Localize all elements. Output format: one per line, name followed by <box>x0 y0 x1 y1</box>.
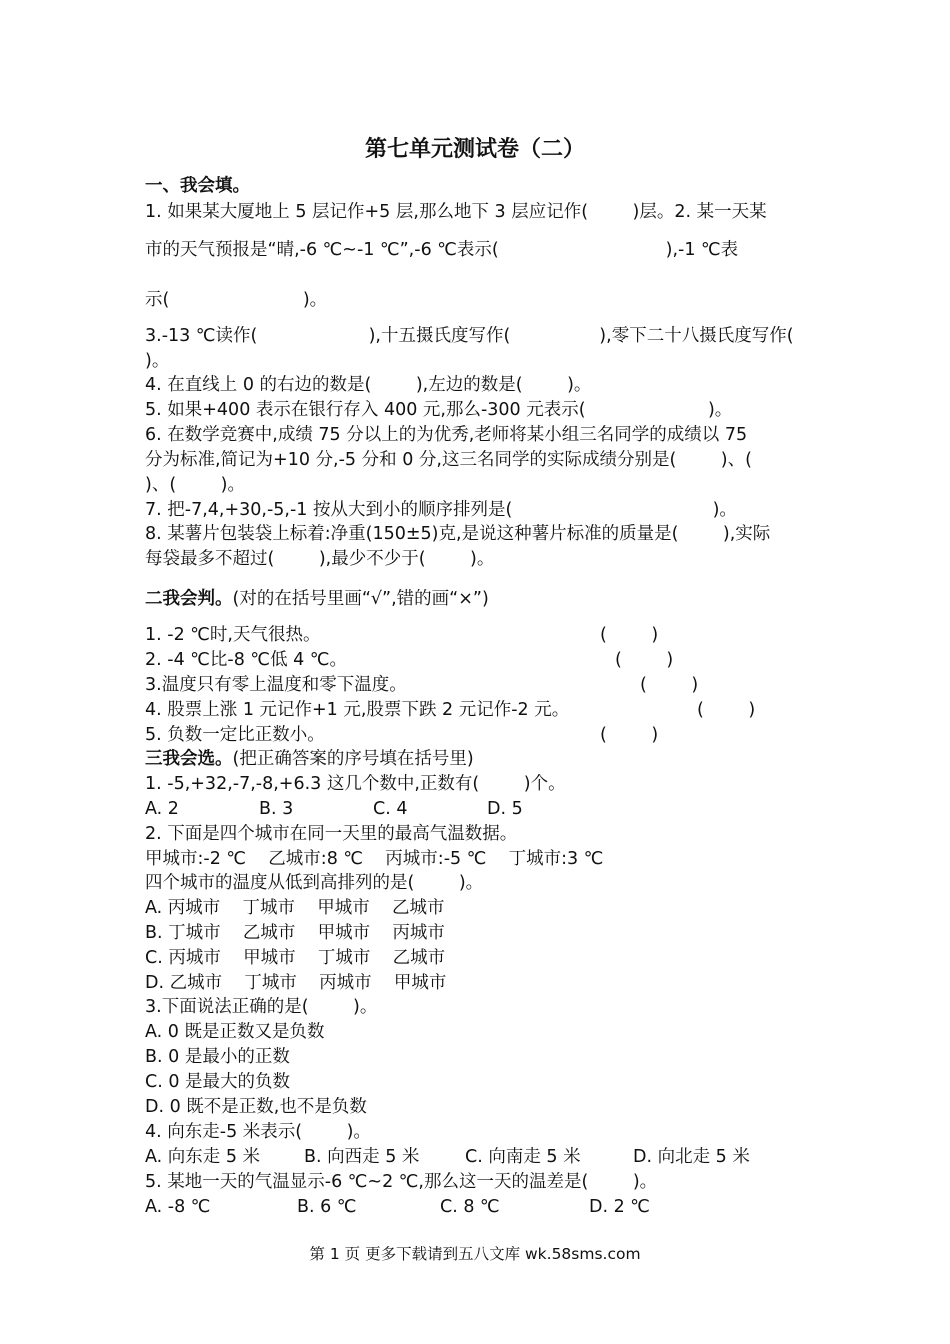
s1-line-9: 分为标准,简记为+10 分,-5 分和 0 分,这三名同学的实际成绩分别是( )、( <box>145 450 752 470</box>
section-1-heading: 一、我会填。 <box>145 176 250 196</box>
judge-answer-1: ( ) <box>600 625 659 645</box>
q3-option-a: A. 0 既是正数又是负数 <box>145 1022 325 1042</box>
section-3-heading-row <box>145 747 474 771</box>
s1-line-3: 示( )。 <box>145 290 328 310</box>
q2-option-d: D. 乙城市 丁城市 丙城市 甲城市 <box>145 973 447 993</box>
q3-option-d: D. 0 既不是正数,也不是负数 <box>145 1097 367 1117</box>
s1-line-1: 1. 如果某大厦地上 5 层记作+5 层,那么地下 3 层应记作( )层。2. 某一天某 <box>145 202 767 222</box>
s1-line-10: )、( )。 <box>145 475 245 495</box>
judge-item-5: 5. 负数一定比正数小。 <box>145 725 325 745</box>
judge-answer-3: ( ) <box>640 675 699 695</box>
s1-line-13: 每袋最多不超过( ),最少不少于( )。 <box>145 549 495 569</box>
s1-line-7: 5. 如果+400 表示在银行存入 400 元,那么-300 元表示( )。 <box>145 400 733 420</box>
option-c: C. 4 <box>373 799 408 819</box>
choice-q4: 4. 向东走-5 米表示( )。 <box>145 1122 371 1142</box>
judge-item-1: 1. -2 ℃时,天气很热。 <box>145 625 321 645</box>
q2-option-a: A. 丙城市 丁城市 甲城市 乙城市 <box>145 898 445 918</box>
judge-item-3: 3.温度只有零上温度和零下温度。 <box>145 675 407 695</box>
s1-line-6: 4. 在直线上 0 的右边的数是( ),左边的数是( )。 <box>145 375 592 395</box>
q2-option-c: C. 丙城市 甲城市 丁城市 乙城市 <box>145 948 446 968</box>
s1-line-5: )。 <box>145 351 170 371</box>
q3-option-c: C. 0 是最大的负数 <box>145 1072 291 1092</box>
option-b: B. 向西走 5 米 <box>304 1147 420 1167</box>
choice-q5: 5. 某地一天的气温显示-6 ℃~2 ℃,那么这一天的温差是( )。 <box>145 1172 658 1192</box>
option-d: D. 2 ℃ <box>589 1197 650 1217</box>
judge-item-4: 4. 股票上涨 1 元记作+1 元,股票下跌 2 元记作-2 元。 <box>145 700 570 720</box>
section-2-note: (对的在括号里画“√”,错的画“×”) <box>232 589 489 609</box>
judge-answer-2: ( ) <box>615 650 674 670</box>
option-d: D. 5 <box>487 799 523 819</box>
section-3-heading: 三我会选。 <box>145 749 233 769</box>
s1-line-8: 6. 在数学竞赛中,成绩 75 分以上的为优秀,老师将某小组三名同学的成绩以 75 <box>145 425 748 445</box>
section-2-heading-row <box>145 587 489 611</box>
s1-line-12: 8. 某薯片包装袋上标着:净重(150±5)克,是说这种薯片标准的质量是( ),实际 <box>145 524 771 544</box>
choice-q2-data: 甲城市:-2 ℃ 乙城市:8 ℃ 丙城市:-5 ℃ 丁城市:3 ℃ <box>145 849 604 869</box>
option-d: D. 向北走 5 米 <box>633 1147 750 1167</box>
option-b: B. 3 <box>259 799 294 819</box>
option-a: A. -8 ℃ <box>145 1197 211 1217</box>
choice-q2-ask: 四个城市的温度从低到高排列的是( )。 <box>145 873 484 893</box>
option-c: C. 8 ℃ <box>440 1197 500 1217</box>
option-a: A. 向东走 5 米 <box>145 1147 261 1167</box>
s1-line-4: 3.-13 ℃读作( ),十五摄氏度写作( ),零下二十八摄氏度写作( <box>145 326 794 346</box>
choice-q2: 2. 下面是四个城市在同一天里的最高气温数据。 <box>145 824 518 844</box>
choice-q3: 3.下面说法正确的是( )。 <box>145 997 378 1017</box>
choice-q1: 1. -5,+32,-7,-8,+6.3 这几个数中,正数有( )个。 <box>145 774 566 794</box>
judge-item-2: 2. -4 ℃比-8 ℃低 4 ℃。 <box>145 650 348 670</box>
section-2-heading: 二我会判。 <box>145 589 233 609</box>
judge-answer-5: ( ) <box>600 725 659 745</box>
page-footer: 第 1 页 更多下载请到五八文库 wk.58sms.com <box>309 1245 641 1263</box>
option-a: A. 2 <box>145 799 179 819</box>
page-title: 第七单元测试卷（二） <box>364 136 585 162</box>
q3-option-b: B. 0 是最小的正数 <box>145 1047 290 1067</box>
option-b: B. 6 ℃ <box>297 1197 357 1217</box>
judge-answer-4: ( ) <box>697 700 756 720</box>
q2-option-b: B. 丁城市 乙城市 甲城市 丙城市 <box>145 923 445 943</box>
option-c: C. 向南走 5 米 <box>465 1147 581 1167</box>
s1-line-2: 市的天气预报是“晴,-6 ℃~-1 ℃”,-6 ℃表示( ),-1 ℃表 <box>145 240 739 260</box>
s1-line-11: 7. 把-7,4,+30,-5,-1 按从大到小的顺序排列是( )。 <box>145 500 737 520</box>
section-3-note: (把正确答案的序号填在括号里) <box>232 749 474 769</box>
